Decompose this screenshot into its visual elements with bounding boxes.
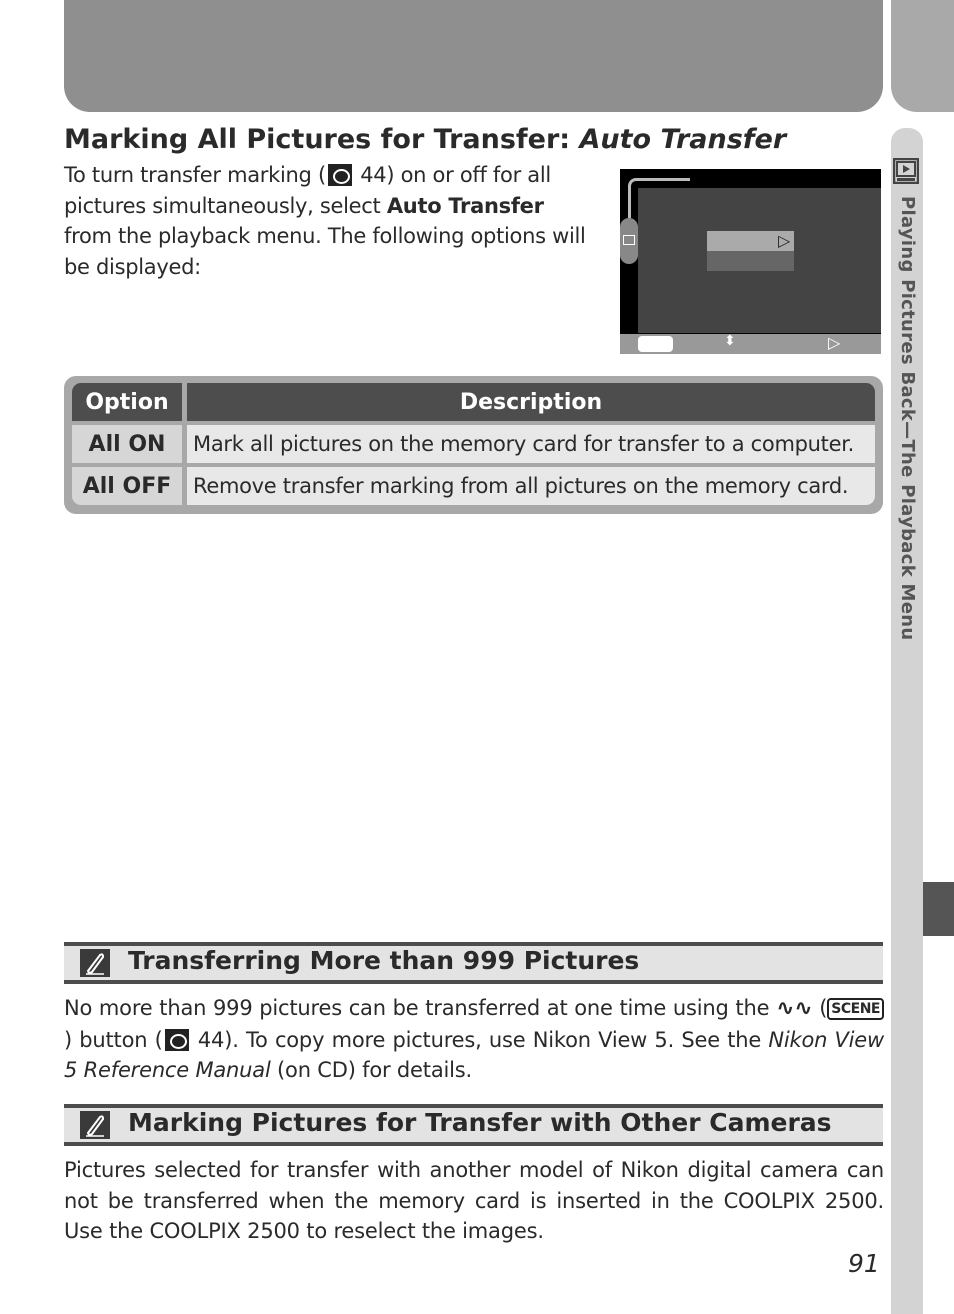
table-row-option: All OFF — [72, 467, 182, 505]
note-text-1: No more than 999 pictures can be transferred at one time using the — [64, 996, 777, 1020]
note-body: Pictures selected for transfer with another model of Nikon digital camera can not be transferred when the memory card is inserted in the COOLPIX 2500. Use the COOLPIX 2500 to reselect the images. — [64, 1158, 884, 1243]
table-row-description: Mark all pictures on the memory card for transfer to a computer. — [187, 425, 875, 463]
playback-icon — [893, 158, 919, 184]
camera-screen-row — [707, 251, 794, 271]
section-side-label: Playing Pictures Back—The Playback Menu — [897, 196, 918, 641]
transfer-wave-icon: ∿∿ — [776, 996, 813, 1021]
camera-screen-playback-icon — [623, 235, 635, 245]
note-header-rule-bottom — [64, 1142, 883, 1146]
next-arrow-icon: ▷ — [828, 333, 841, 352]
intro-text-2: 44) on or off for all pictures simultaneously, select — [64, 163, 551, 218]
page-reference-icon — [328, 164, 352, 186]
options-table — [64, 376, 883, 514]
page-reference-icon — [165, 1029, 189, 1051]
intro-text-3: from the playback menu. The following options will be displayed: — [64, 224, 586, 279]
pencil-note-icon — [80, 1111, 110, 1139]
right-arrow-icon: ▷ — [778, 231, 791, 250]
camera-screen-ok-badge — [638, 336, 673, 352]
note-text-2: ( — [812, 996, 828, 1020]
header-option: Option — [72, 383, 182, 421]
note-text-5: (on CD) for details. — [270, 1058, 472, 1082]
note-text-3: ) button ( — [64, 1027, 163, 1052]
pencil-note-icon — [80, 949, 110, 977]
title-italic: Auto Transfer — [579, 124, 787, 155]
up-down-arrow-icon: ⬍ — [724, 333, 736, 349]
intro-paragraph — [64, 160, 592, 282]
table-row-description: Remove transfer marking from all pictures on the memory card. — [187, 467, 875, 505]
header-tab-corner — [891, 0, 954, 112]
page-title — [64, 122, 787, 158]
chapter-marker — [923, 882, 954, 936]
note-title: Marking Pictures for Transfer with Other Cameras — [128, 1108, 832, 1137]
note-text-4: 44). To copy more pictures, use Nikon View 5. See the — [190, 1027, 769, 1052]
title-plain: Marking All Pictures for Transfer: — [64, 124, 580, 155]
header-band — [64, 0, 883, 112]
note-title: Transferring More than 999 Pictures — [128, 946, 640, 975]
camera-screen-frame-corner — [628, 178, 690, 218]
intro-text-1: To turn transfer marking ( — [64, 163, 326, 187]
header-description: Description — [187, 383, 875, 421]
intro-bold: Auto Transfer — [386, 193, 544, 218]
table-row-option: All ON — [72, 425, 182, 463]
note-italic: Nikon View 5 Reference Manual — [64, 1027, 884, 1082]
note-header-rule-bottom — [64, 980, 883, 984]
note-body — [64, 993, 884, 1086]
scene-button-badge: SCENE — [827, 998, 884, 1020]
page-number: 91 — [848, 1249, 880, 1278]
